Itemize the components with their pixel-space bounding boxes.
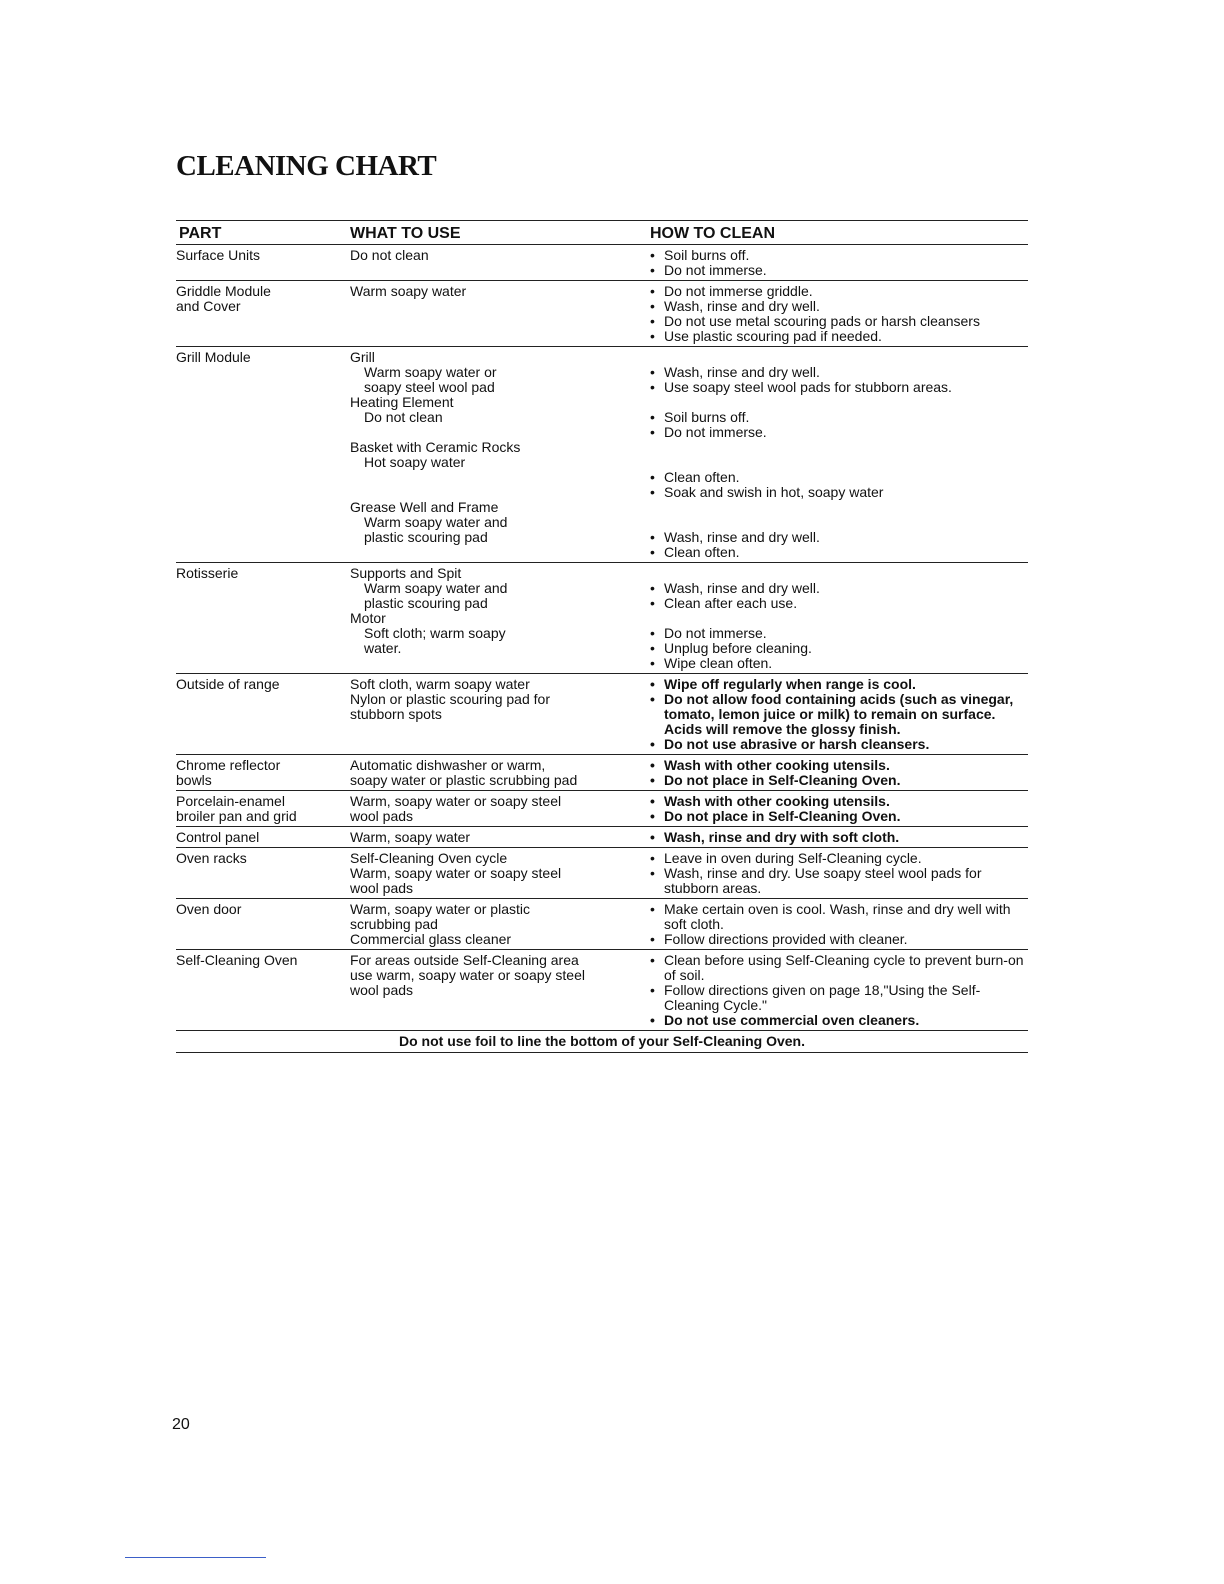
spacer: [650, 566, 1028, 581]
what-to-use-cell: [350, 902, 650, 947]
part-cell: [176, 794, 350, 824]
bullet-icon: •: [650, 469, 655, 485]
how-to-clean-cell: [650, 677, 1028, 752]
how-to-clean-cell: [650, 284, 1028, 344]
bullet-icon: •: [650, 625, 655, 641]
part-text: Grill Module: [176, 349, 251, 365]
part-cell: [176, 248, 350, 278]
instruction-item: [650, 365, 1028, 380]
what-to-use-text: wool pads: [350, 808, 414, 824]
instruction-text: Wash, rinse and dry well.: [664, 580, 820, 596]
part-text: bowls: [176, 772, 212, 788]
instruction-item: [650, 485, 1028, 500]
instruction-item: [650, 692, 1028, 737]
what-to-use-text: Warm soapy water or: [364, 364, 497, 380]
instruction-text: Unplug before cleaning.: [664, 640, 812, 656]
page-number: 20: [172, 1416, 190, 1433]
part-cell: [176, 350, 350, 560]
what-to-use-text: soapy water or plastic scrubbing pad: [350, 772, 578, 788]
instruction-text: Clean often.: [664, 469, 740, 485]
what-to-use-text: Grease Well and Frame: [350, 499, 499, 515]
how-to-clean-cell: [650, 248, 1028, 278]
instruction-item: [650, 380, 1028, 395]
bullet-icon: •: [650, 484, 655, 500]
what-to-use-cell: [350, 566, 650, 671]
instruction-text: Do not immerse.: [664, 625, 767, 641]
what-to-use-cell: [350, 677, 650, 752]
part-text: and Cover: [176, 298, 241, 314]
part-cell: [176, 677, 350, 752]
instruction-text: Do not allow food containing acids (such as vinegar, tomato, lemon juice or milk) to remain on surface. Acids will remove the glossy finish.: [664, 691, 1014, 737]
instruction-item: [650, 902, 1028, 932]
what-to-use-text: plastic scouring pad: [364, 595, 488, 611]
instruction-item: [650, 470, 1028, 485]
bullet-icon: •: [650, 364, 655, 380]
part-text: Rotisserie: [176, 565, 239, 581]
instruction-item: [650, 626, 1028, 641]
bullet-icon: •: [650, 1012, 655, 1028]
what-to-use-text: Supports and Spit: [350, 565, 462, 581]
bullet-icon: •: [650, 736, 655, 752]
cleaning-chart-table: [176, 220, 1028, 1053]
instruction-text: Soil burns off.: [664, 247, 750, 263]
instruction-text: Wash with other cooking utensils.: [664, 757, 890, 773]
instruction-item: [650, 737, 1028, 752]
instruction-text: Wash with other cooking utensils.: [664, 793, 890, 809]
instruction-item: [650, 545, 1028, 560]
what-to-use-text: wool pads: [350, 982, 414, 998]
instruction-text: Wash, rinse and dry with soft cloth.: [664, 829, 900, 845]
how-to-clean-cell: [650, 902, 1028, 947]
how-to-clean-cell: [650, 350, 1028, 560]
spacer: [350, 470, 650, 485]
what-to-use-text: Commercial glass cleaner: [350, 931, 512, 947]
instruction-text: Wash, rinse and dry well.: [664, 364, 820, 380]
bullet-icon: •: [650, 298, 655, 314]
bullet-icon: •: [650, 283, 655, 299]
instruction-text: Soak and swish in hot, soapy water: [664, 484, 884, 500]
what-to-use-text: Nylon or plastic scouring pad for: [350, 691, 550, 707]
footnote-rule: [125, 1557, 266, 1558]
part-cell: [176, 902, 350, 947]
instruction-item: [650, 677, 1028, 692]
instruction-item: [650, 794, 1028, 809]
bullet-icon: •: [650, 931, 655, 947]
what-to-use-cell: [350, 248, 650, 278]
what-to-use-text: scrubbing pad: [350, 916, 438, 932]
bullet-icon: •: [650, 544, 655, 560]
instruction-item: [650, 656, 1028, 671]
instruction-item: [650, 248, 1028, 263]
part-text: Outside of range: [176, 676, 280, 692]
instruction-text: Wipe clean often.: [664, 655, 773, 671]
how-to-clean-cell: [650, 953, 1028, 1028]
bullet-icon: •: [650, 865, 655, 881]
part-text: broiler pan and grid: [176, 808, 297, 824]
spacer: [650, 455, 1028, 470]
what-to-use-text: Warm, soapy water or soapy steel: [350, 865, 562, 881]
what-to-use-cell: [350, 794, 650, 824]
bullet-icon: •: [650, 850, 655, 866]
bullet-icon: •: [650, 424, 655, 440]
bullet-icon: •: [650, 640, 655, 656]
bullet-icon: •: [650, 808, 655, 824]
what-to-use-text: Soft cloth; warm soapy: [364, 625, 506, 641]
instruction-text: Do not immerse griddle.: [664, 283, 813, 299]
table-row: [176, 674, 1028, 755]
spacer: [650, 611, 1028, 626]
instruction-text: Do not use commercial oven cleaners.: [664, 1012, 920, 1028]
how-to-clean-cell: [650, 758, 1028, 788]
what-to-use-text: Do not clean: [364, 409, 443, 425]
what-to-use-text: soapy steel wool pad: [364, 379, 495, 395]
what-to-use-text: Self-Cleaning Oven cycle: [350, 850, 508, 866]
how-to-clean-cell: [650, 794, 1028, 824]
instruction-text: Clean before using Self-Cleaning cycle to prevent burn-on of soil.: [664, 952, 1024, 983]
instruction-text: Wash, rinse and dry well.: [664, 298, 820, 314]
bullet-icon: •: [650, 409, 655, 425]
bullet-icon: •: [650, 757, 655, 773]
what-to-use-text: stubborn spots: [350, 706, 442, 722]
instruction-text: Wash, rinse and dry well.: [664, 529, 820, 545]
what-to-use-text: Warm, soapy water or soapy steel: [350, 793, 562, 809]
instruction-item: [650, 425, 1028, 440]
spacer: [650, 500, 1028, 515]
instruction-item: [650, 581, 1028, 596]
spacer: [650, 350, 1028, 365]
what-to-use-text: Warm soapy water and: [364, 580, 508, 596]
part-text: Chrome reflector: [176, 757, 281, 773]
instruction-item: [650, 851, 1028, 866]
bullet-icon: •: [650, 655, 655, 671]
what-to-use-cell: [350, 851, 650, 896]
instruction-text: Do not immerse.: [664, 424, 767, 440]
table-row: [176, 791, 1028, 827]
table-row: [176, 245, 1028, 281]
spacer: [650, 395, 1028, 410]
instruction-item: [650, 983, 1028, 1013]
what-to-use-cell: [350, 350, 650, 560]
what-to-use-text: Automatic dishwasher or warm,: [350, 757, 546, 773]
table-body: [176, 245, 1028, 1031]
bullet-icon: •: [650, 247, 655, 263]
bullet-icon: •: [650, 580, 655, 596]
instruction-item: [650, 596, 1028, 611]
header-part: PART: [179, 225, 222, 242]
part-cell: [176, 953, 350, 1028]
spacer: [350, 485, 650, 500]
instruction-item: [650, 410, 1028, 425]
instruction-text: Do not use abrasive or harsh cleansers.: [664, 736, 930, 752]
bullet-icon: •: [650, 529, 655, 545]
bullet-icon: •: [650, 829, 655, 845]
table-row: [176, 347, 1028, 563]
how-to-clean-cell: [650, 566, 1028, 671]
instruction-text: Do not place in Self-Cleaning Oven.: [664, 808, 901, 824]
bullet-icon: •: [650, 952, 655, 968]
what-to-use-text: For areas outside Self-Cleaning area: [350, 952, 579, 968]
what-to-use-cell: [350, 284, 650, 344]
instruction-item: [650, 809, 1028, 824]
bullet-icon: •: [650, 982, 655, 998]
part-text: Griddle Module: [176, 283, 271, 299]
bullet-icon: •: [650, 595, 655, 611]
instruction-item: [650, 329, 1028, 344]
what-to-use-text: Soft cloth, warm soapy water: [350, 676, 530, 692]
part-cell: [176, 851, 350, 896]
instruction-item: [650, 932, 1028, 947]
what-to-use-text: Heating Element: [350, 394, 454, 410]
what-to-use-text: Warm soapy water: [350, 283, 467, 299]
what-to-use-text: Warm, soapy water: [350, 829, 471, 845]
instruction-item: [650, 299, 1028, 314]
instruction-text: Do not use metal scouring pads or harsh cleansers: [664, 313, 980, 329]
instruction-item: [650, 530, 1028, 545]
part-text: Control panel: [176, 829, 260, 845]
what-to-use-cell: [350, 830, 650, 845]
instruction-item: [650, 641, 1028, 656]
instruction-item: [650, 866, 1028, 896]
bullet-icon: •: [650, 691, 655, 707]
bullet-icon: •: [650, 793, 655, 809]
what-to-use-text: water.: [364, 640, 402, 656]
what-to-use-text: Warm, soapy water or plastic: [350, 901, 530, 917]
what-to-use-text: Motor: [350, 610, 386, 626]
instruction-text: Make certain oven is cool. Wash, rinse and dry well with soft cloth.: [664, 901, 1011, 932]
part-text: Self-Cleaning Oven: [176, 952, 298, 968]
how-to-clean-cell: [650, 830, 1028, 845]
bullet-icon: •: [650, 328, 655, 344]
table-row: [176, 950, 1028, 1031]
spacer: [650, 515, 1028, 530]
what-to-use-text: wool pads: [350, 880, 414, 896]
instruction-text: Follow directions provided with cleaner.: [664, 931, 908, 947]
part-cell: [176, 566, 350, 671]
instruction-text: Follow directions given on page 18,"Using the Self-Cleaning Cycle.": [664, 982, 981, 1013]
what-to-use-text: Basket with Ceramic Rocks: [350, 439, 521, 455]
what-to-use-text: Do not clean: [350, 247, 429, 263]
instruction-item: [650, 284, 1028, 299]
footer-warning: Do not use foil to line the bottom of your Self-Cleaning Oven.: [176, 1031, 1028, 1053]
bullet-icon: •: [650, 379, 655, 395]
instruction-item: [650, 758, 1028, 773]
what-to-use-text: Grill: [350, 349, 375, 365]
header-how-to-clean: HOW TO CLEAN: [650, 225, 776, 242]
instruction-item: [650, 314, 1028, 329]
table-row: [176, 899, 1028, 950]
instruction-text: Use plastic scouring pad if needed.: [664, 328, 882, 344]
what-to-use-text: use warm, soapy water or soapy steel: [350, 967, 585, 983]
instruction-text: Soil burns off.: [664, 409, 750, 425]
what-to-use-cell: [350, 953, 650, 1028]
bullet-icon: •: [650, 772, 655, 788]
instruction-text: Wipe off regularly when range is cool.: [664, 676, 916, 692]
instruction-text: Clean often.: [664, 544, 740, 560]
part-text: Surface Units: [176, 247, 261, 263]
instruction-item: [650, 263, 1028, 278]
table-row: [176, 281, 1028, 347]
spacer: [350, 425, 650, 440]
bullet-icon: •: [650, 313, 655, 329]
table-row: [176, 563, 1028, 674]
part-cell: [176, 830, 350, 845]
what-to-use-text: plastic scouring pad: [364, 529, 488, 545]
part-text: Porcelain-enamel: [176, 793, 285, 809]
instruction-text: Do not immerse.: [664, 262, 767, 278]
table-row: [176, 848, 1028, 899]
instruction-text: Wash, rinse and dry. Use soapy steel wool pads for stubborn areas.: [664, 865, 982, 896]
bullet-icon: •: [650, 676, 655, 692]
instruction-item: [650, 830, 1028, 845]
instruction-text: Use soapy steel wool pads for stubborn areas.: [664, 379, 952, 395]
table-header: [176, 220, 1028, 245]
part-text: Oven racks: [176, 850, 247, 866]
bullet-icon: •: [650, 262, 655, 278]
instruction-item: [650, 773, 1028, 788]
page-title: CLEANING CHART: [176, 150, 437, 182]
what-to-use-text: Warm soapy water and: [364, 514, 508, 530]
what-to-use-text: Hot soapy water: [364, 454, 466, 470]
how-to-clean-cell: [650, 851, 1028, 896]
table-row: [176, 827, 1028, 848]
part-text: Oven door: [176, 901, 242, 917]
instruction-item: [650, 953, 1028, 983]
bullet-icon: •: [650, 901, 655, 917]
table-row: [176, 755, 1028, 791]
instruction-text: Do not place in Self-Cleaning Oven.: [664, 772, 901, 788]
header-what-to-use: WHAT TO USE: [350, 225, 461, 242]
instruction-item: [650, 1013, 1028, 1028]
part-cell: [176, 284, 350, 344]
part-cell: [176, 758, 350, 788]
what-to-use-cell: [350, 758, 650, 788]
instruction-text: Clean after each use.: [664, 595, 798, 611]
instruction-text: Leave in oven during Self-Cleaning cycle.: [664, 850, 922, 866]
spacer: [650, 440, 1028, 455]
